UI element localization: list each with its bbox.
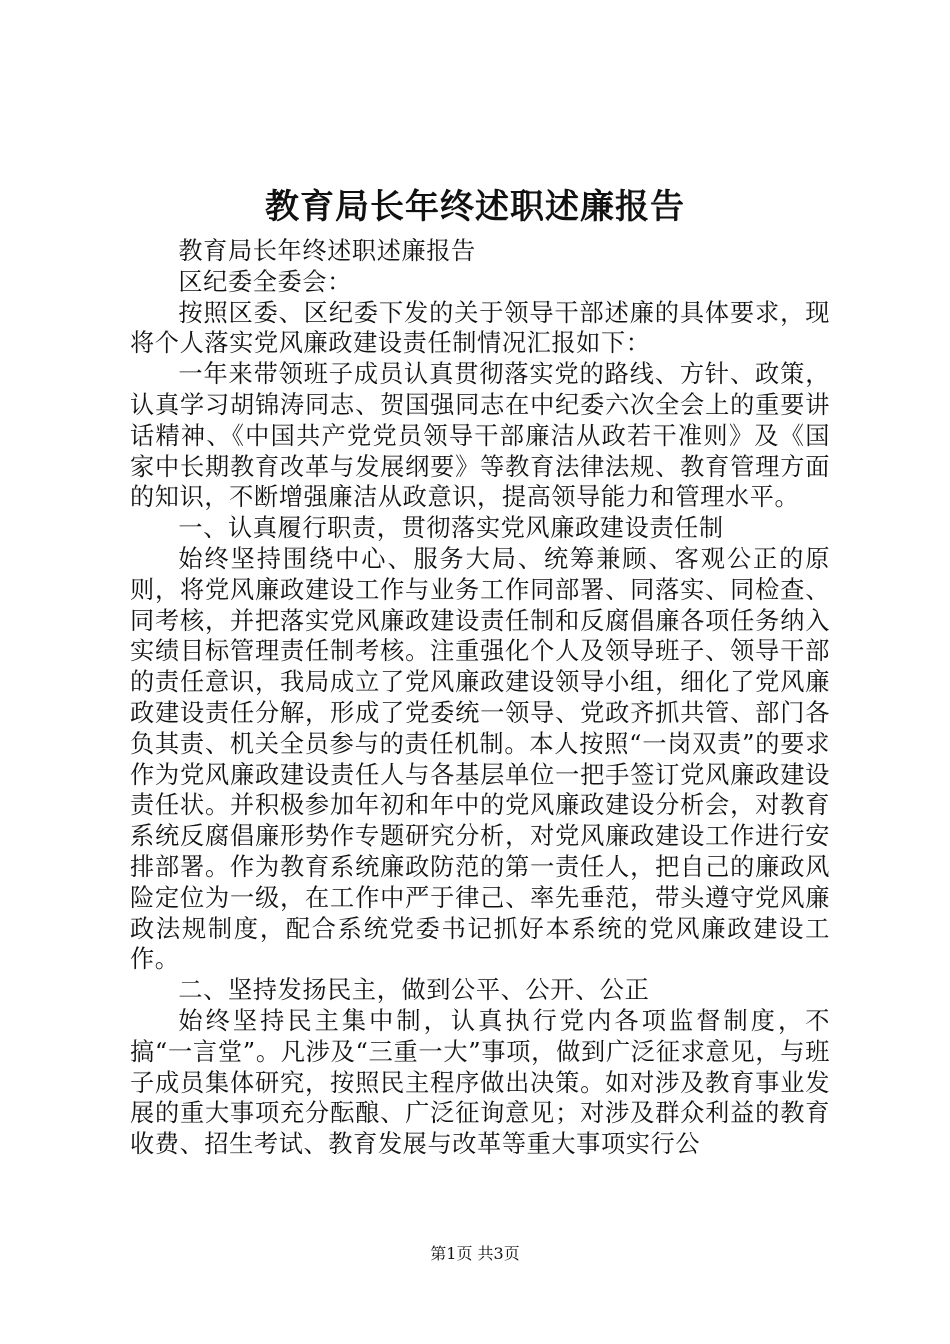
document-title: 教育局长年终述职述廉报告 <box>265 187 685 227</box>
paragraph-intro: 按照区委、区纪委下发的关于领导干部述廉的具体要求，现将个人落实党风廉政建设责任制情况汇报如下： <box>130 298 830 358</box>
paragraph-overview: 一年来带领班子成员认真贯彻落实党的路线、方针、政策，认真学习胡锦涛同志、贺国强同志在中纪委六次全会上的重要讲话精神、《中国共产党党员领导干部廉洁从政若干准则》及《国家中长期教育改革与发展纲要》等教育法律法规、教育管理方面的知识，不断增强廉洁从政意识，提高领导能力和管理水平。 <box>130 360 830 512</box>
document-body <box>130 236 830 1160</box>
paragraph-heading-repeat: 教育局长年终述职述廉报告 <box>178 237 476 265</box>
section-heading-1: 一、认真履行职责，贯彻落实党风廉政建设责任制 <box>178 514 724 543</box>
paragraph-salutation: 区纪委全委会： <box>178 267 352 296</box>
page-footer: 第1页 共3页 <box>430 1244 520 1263</box>
paragraph-section-2: 始终坚持民主集中制，认真执行党内各项监督制度，不搞“一言堂”。凡涉及“三重一大”事项，做到广泛征求意见，与班子成员集体研究，按照民主程序做出决策。如对涉及教育事业发展的重大事项充分酝酿、广泛征询意见；对涉及群众利益的教育收费、招生考试、教育发展与改革等重大事项实行公 <box>130 1006 830 1159</box>
paragraph-section-1: 始终坚持围绕中心、服务大局、统筹兼顾、客观公正的原则，将党风廉政建设工作与业务工作同部署、同落实、同检查、同考核，并把落实党风廉政建设责任制和反腐倡廉各项任务纳入实绩目标管理责任制考核。注重强化个人及领导班子、领导干部的责任意识，我局成立了党风廉政建设领导小组，细化了党风廉政建设责任分解，形成了党委统一领导、党政齐抓共管、部门各负其责、机关全员参与的责任机制。本人按照“一岗双责”的要求作为党风廉政建设责任人与各基层单位一把手签订党风廉政建设责任状。并积极参加年初和年中的党风廉政建设分析会，对教育系统反腐倡廉形势作专题研究分析，对党风廉政建设工作进行安排部署。作为教育系统廉政防范的第一责任人，把自己的廉政风险定位为一级，在工作中严于律己、率先垂范，带头遵守党风廉政法规制度，配合系统党委书记抓好本系统的党风廉政建设工作。 <box>130 544 830 974</box>
section-heading-2: 二、坚持发扬民主，做到公平、公开、公正 <box>178 976 650 1005</box>
